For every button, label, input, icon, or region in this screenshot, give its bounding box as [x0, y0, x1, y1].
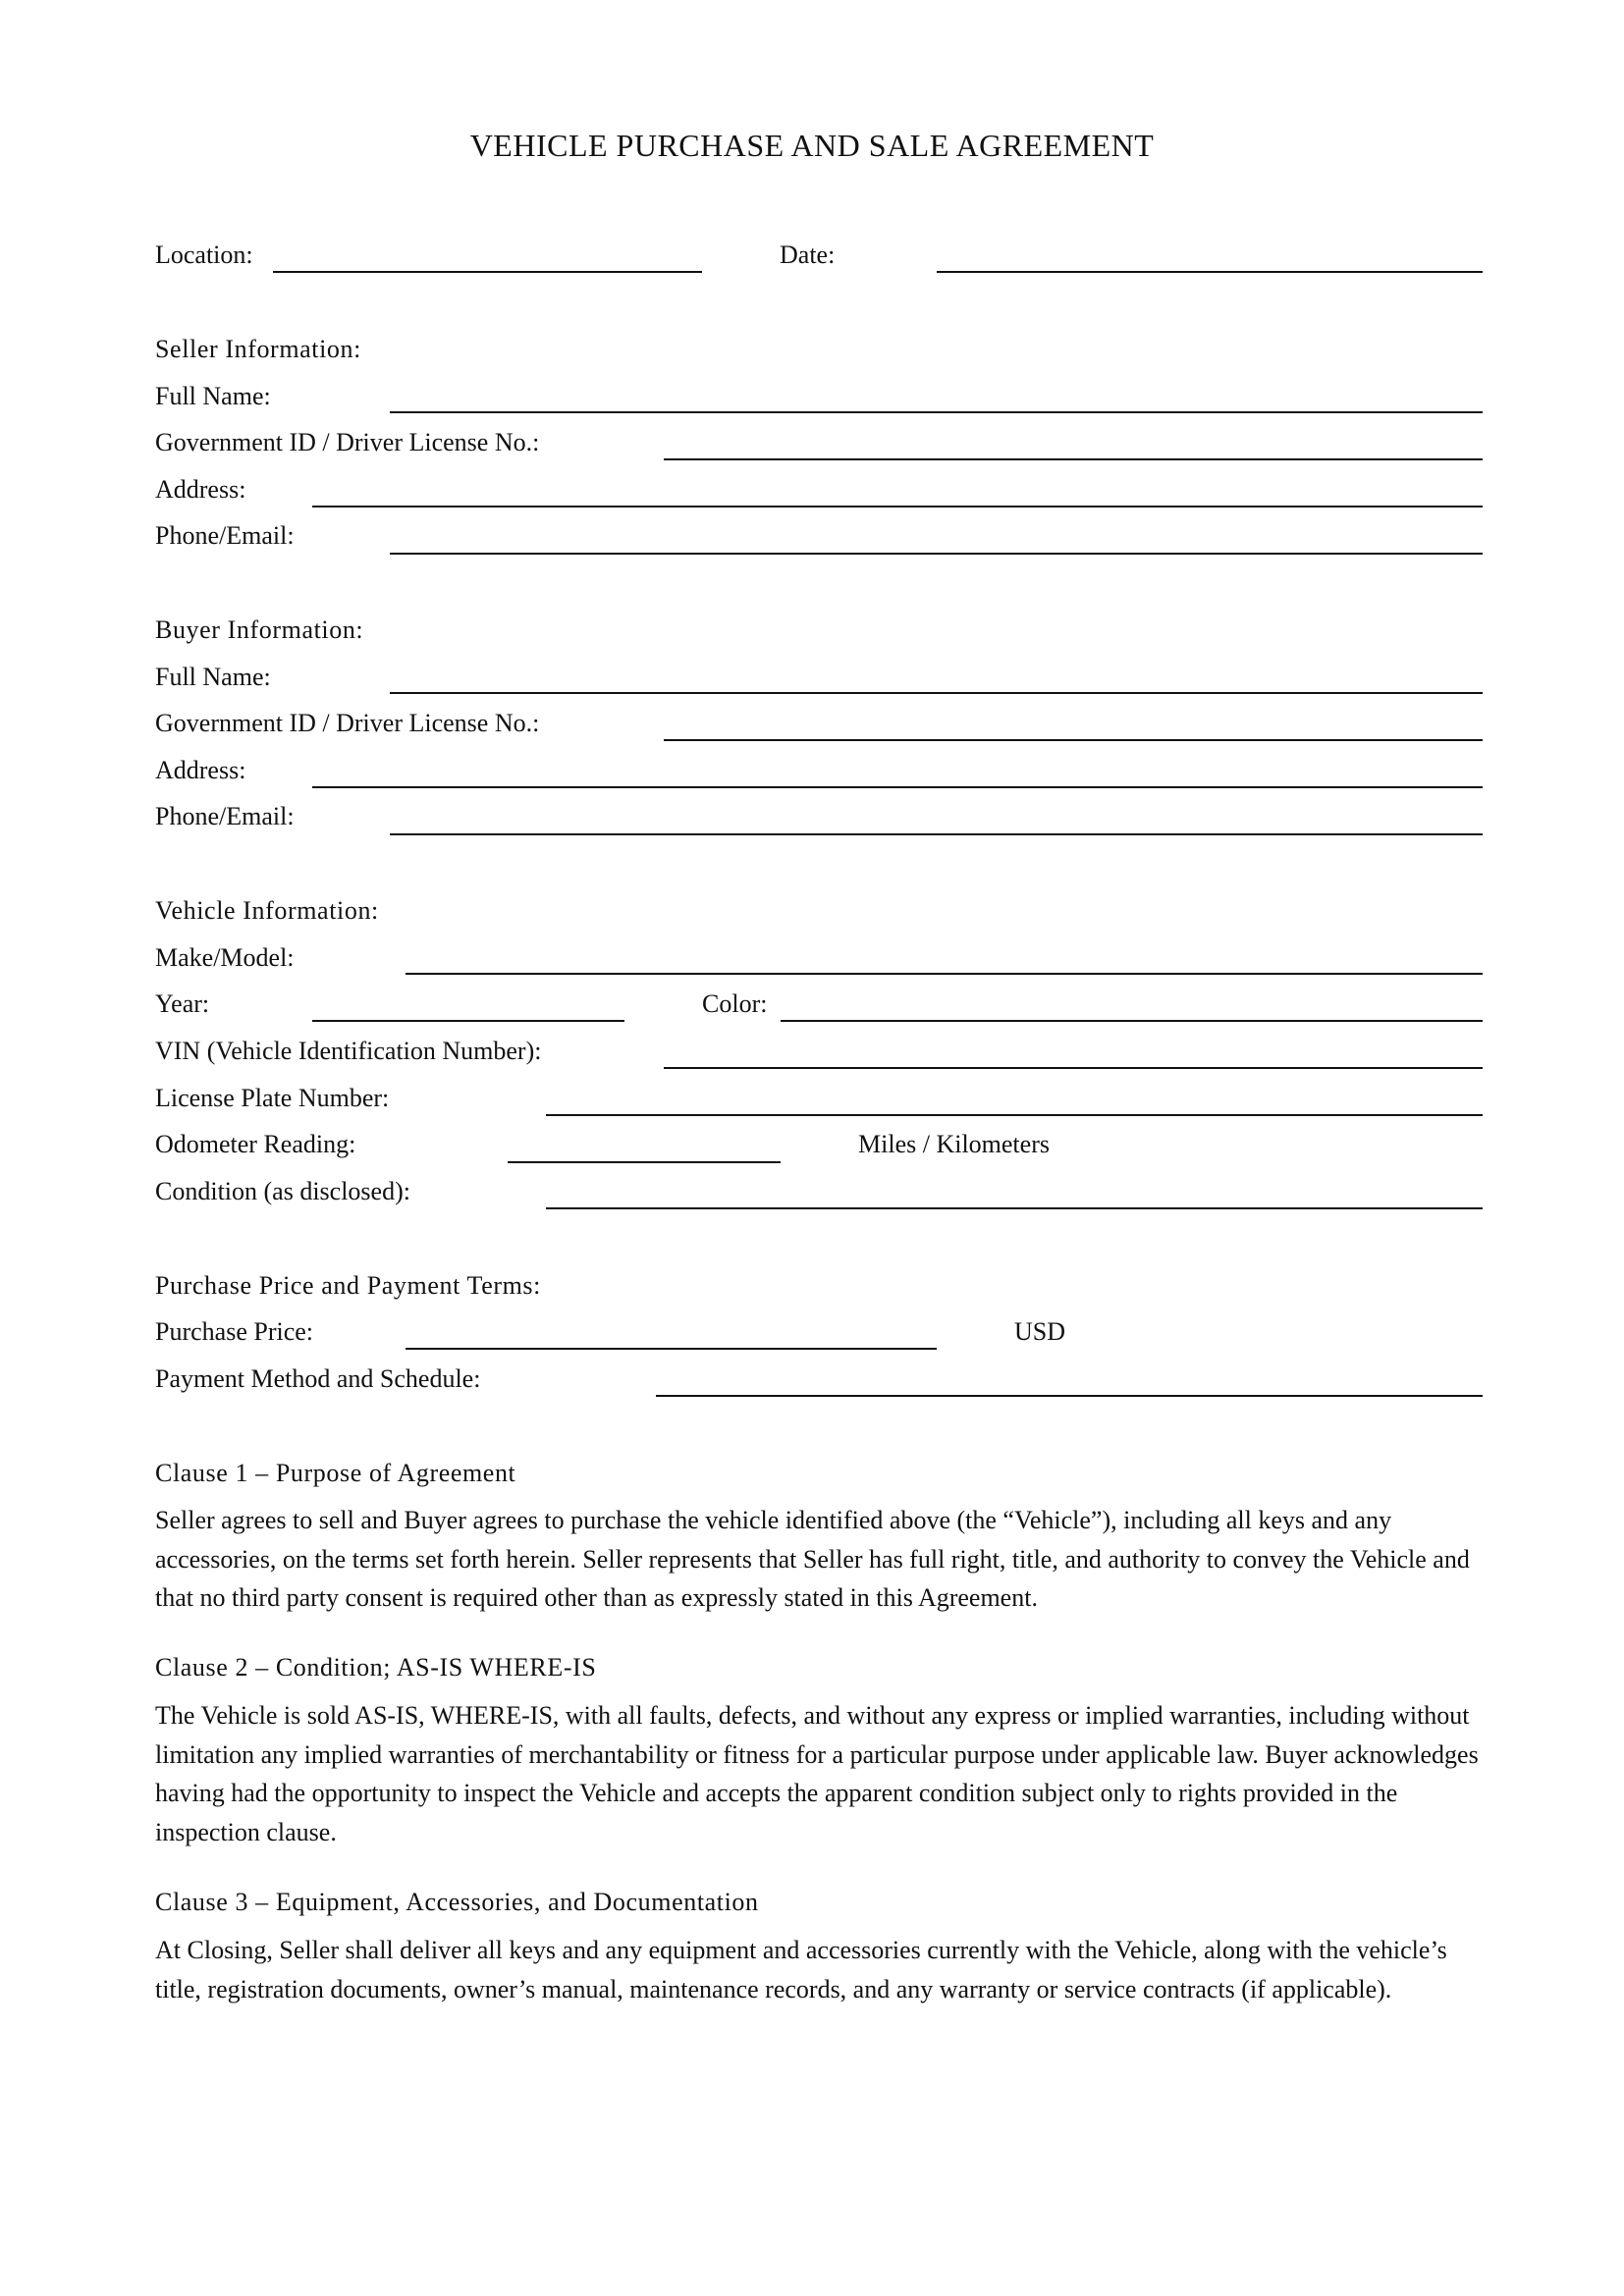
buyer-contact-label: Phone/Email: — [155, 802, 295, 830]
condition-label: Condition (as disclosed): — [155, 1177, 410, 1205]
location-label: Location: — [155, 240, 253, 269]
purchase-price-field[interactable] — [406, 1348, 937, 1350]
seller-gov-id-label: Government ID / Driver License No.: — [155, 428, 540, 456]
date-label: Date: — [780, 240, 836, 269]
seller-heading: Seller Information: — [155, 335, 361, 363]
color-field[interactable] — [781, 1020, 1483, 1022]
date-field[interactable] — [937, 271, 1483, 273]
clause-3-heading: Clause 3 – Equipment, Accessories, and Documentation — [155, 1888, 759, 1916]
vin-label: VIN (Vehicle Identification Number): — [155, 1037, 542, 1065]
payment-method-label: Payment Method and Schedule: — [155, 1364, 481, 1393]
clause-3-text: At Closing, Seller shall deliver all keys and any equipment and accessories currently with the Vehicle, along with the vehicle’s title, registration documents, owner’s manual, maintenance records, and any warranty or service contracts (if applicable). — [155, 1936, 1447, 2003]
buyer-full-name-label: Full Name: — [155, 663, 271, 691]
payment-method-field[interactable] — [656, 1395, 1483, 1397]
buyer-address-field[interactable] — [312, 786, 1483, 788]
seller-full-name-field[interactable] — [390, 411, 1483, 413]
color-label: Color: — [702, 989, 768, 1018]
clause-1-text: Seller agrees to sell and Buyer agrees to purchase the vehicle identified above (the “Vehicle”), including all keys and any accessories, on the terms set forth herein. Seller represents that Seller has full right, title, and authority to convey the Vehicle and that no third party consent is required other than as expressly stated in this Agreement. — [155, 1506, 1470, 1612]
odometer-field[interactable] — [508, 1161, 781, 1163]
buyer-contact-field[interactable] — [390, 833, 1483, 835]
currency-label: USD — [1014, 1317, 1066, 1346]
make-model-label: Make/Model: — [155, 943, 295, 972]
seller-contact-label: Phone/Email: — [155, 521, 295, 550]
location-field[interactable] — [273, 271, 702, 273]
seller-address-field[interactable] — [312, 506, 1483, 507]
purchase-price-label: Purchase Price: — [155, 1317, 314, 1346]
odometer-label: Odometer Reading: — [155, 1130, 356, 1158]
buyer-full-name-field[interactable] — [390, 692, 1483, 694]
buyer-gov-id-field[interactable] — [664, 739, 1483, 741]
buyer-address-label: Address: — [155, 756, 246, 784]
buyer-heading: Buyer Information: — [155, 615, 364, 644]
odometer-unit: Miles / Kilometers — [858, 1130, 1050, 1158]
seller-address-label: Address: — [155, 475, 246, 504]
vehicle-heading: Vehicle Information: — [155, 896, 379, 925]
make-model-field[interactable] — [406, 973, 1483, 975]
payment-heading: Purchase Price and Payment Terms: — [155, 1271, 541, 1300]
vin-field[interactable] — [664, 1067, 1483, 1069]
clause-1-heading: Clause 1 – Purpose of Agreement — [155, 1459, 516, 1487]
seller-full-name-label: Full Name: — [155, 382, 271, 410]
year-field[interactable] — [312, 1020, 624, 1022]
seller-contact-field[interactable] — [390, 553, 1483, 555]
license-plate-field[interactable] — [546, 1114, 1483, 1116]
year-label: Year: — [155, 989, 210, 1018]
condition-field[interactable] — [546, 1207, 1483, 1209]
seller-gov-id-field[interactable] — [664, 458, 1483, 460]
buyer-gov-id-label: Government ID / Driver License No.: — [155, 709, 540, 737]
license-plate-label: License Plate Number: — [155, 1084, 390, 1112]
clause-2-text: The Vehicle is sold AS-IS, WHERE-IS, with all faults, defects, and without any express or implied warranties, including without limitation any implied warranties of merchantability or fitness for a particular purpose under applicable law. Buyer acknowledges having had the opportunity to inspect the Vehicle and accepts the apparent condition subject only to rights provided in the inspection clause. — [155, 1701, 1479, 1846]
clause-2-heading: Clause 2 – Condition; AS-IS WHERE-IS — [155, 1653, 597, 1682]
document-title: VEHICLE PURCHASE AND SALE AGREEMENT — [469, 128, 1155, 163]
